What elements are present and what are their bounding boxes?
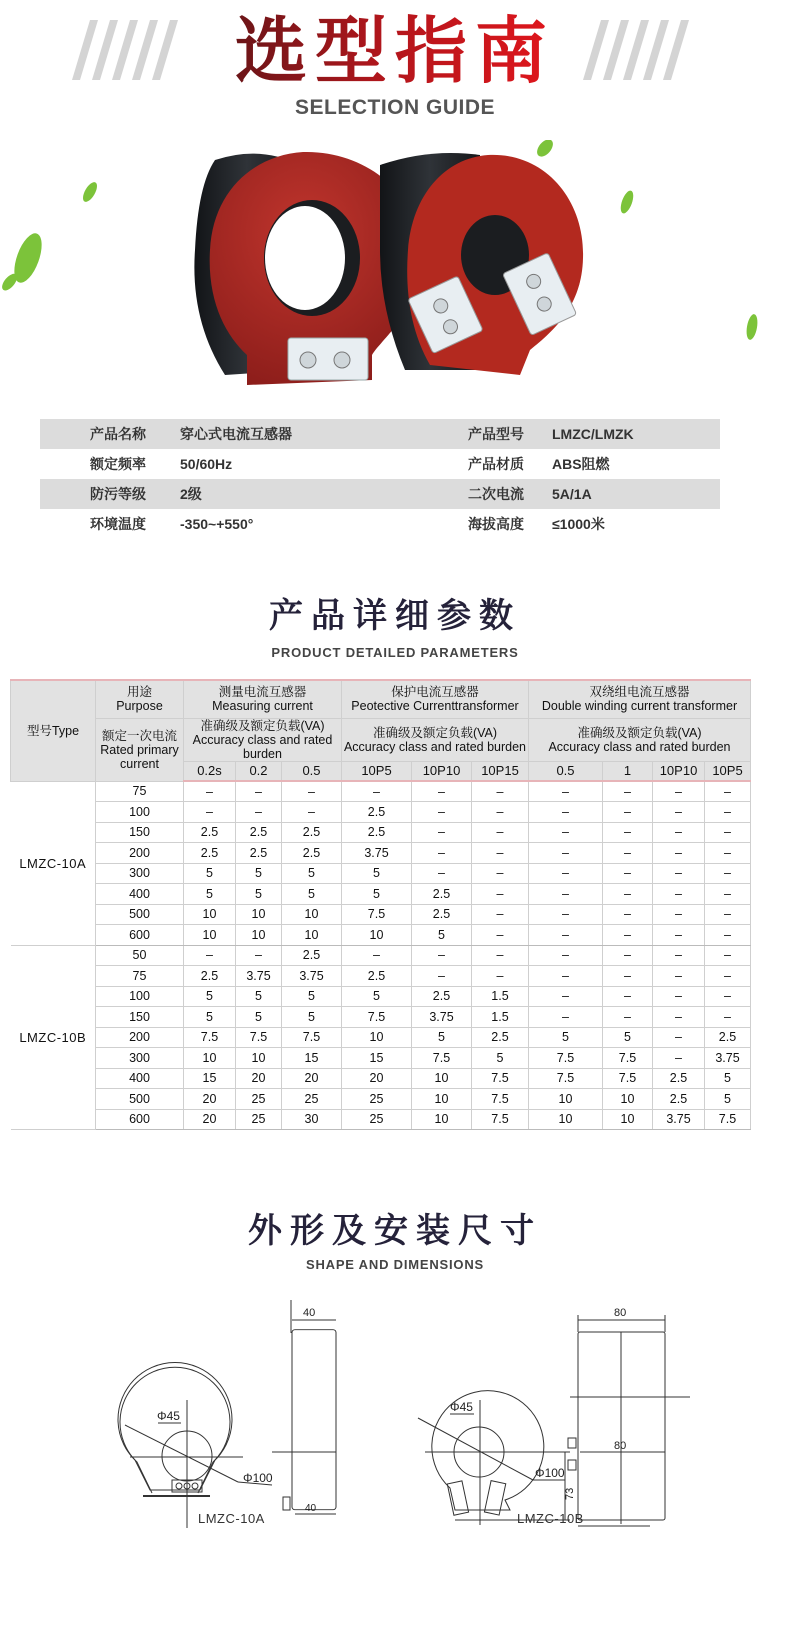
burden-value-cell: – — [412, 863, 472, 884]
table-row — [11, 1007, 751, 1028]
burden-value-cell: 3.75 — [705, 1048, 751, 1069]
burden-value-cell: – — [529, 966, 603, 987]
transformer-right — [380, 153, 583, 375]
burden-value-cell: – — [529, 863, 603, 884]
burden-value-cell: 1.5 — [472, 1007, 529, 1028]
table-row — [11, 1027, 751, 1048]
burden-value-cell: – — [603, 1007, 653, 1028]
burden-value-cell: – — [705, 1007, 751, 1028]
burden-value-cell: 10 — [529, 1109, 603, 1130]
burden-value-cell: 5 — [603, 1027, 653, 1048]
rated-current-cell: 300 — [96, 1048, 184, 1069]
burden-value-cell: 10 — [603, 1109, 653, 1130]
burden-value-cell: – — [603, 843, 653, 864]
burden-value-cell: 20 — [184, 1089, 236, 1110]
spec-label: 产品名称 — [90, 426, 146, 442]
accuracy-header: 准确级及额定负载(VA) Accuracy class and rated burden — [529, 718, 751, 761]
dim-label: 80 — [614, 1307, 627, 1319]
rated-current-cell: 500 — [96, 1089, 184, 1110]
spec-value: -350~+550° — [180, 516, 254, 532]
burden-value-cell: 3.75 — [282, 966, 342, 987]
burden-value-cell: 10 — [236, 904, 282, 925]
burden-value-cell: 10 — [236, 925, 282, 946]
burden-value-cell: – — [529, 904, 603, 925]
table-row — [11, 822, 751, 843]
burden-value-cell: – — [705, 843, 751, 864]
burden-value-cell: 2.5 — [282, 822, 342, 843]
burden-value-cell: 10 — [603, 1089, 653, 1110]
rated-current-cell: 500 — [96, 904, 184, 925]
burden-value-cell: 3.75 — [236, 966, 282, 987]
burden-value-cell: 2.5 — [282, 945, 342, 966]
dim-label: Φ45 — [450, 1400, 473, 1414]
burden-value-cell: – — [653, 1048, 705, 1069]
rated-current-cell: 100 — [96, 802, 184, 823]
burden-value-cell: – — [282, 781, 342, 802]
burden-value-cell: 7.5 — [472, 1109, 529, 1130]
burden-value-cell: 5 — [236, 986, 282, 1007]
dim-label: 73 — [564, 1487, 576, 1500]
burden-value-cell: 3.75 — [412, 1007, 472, 1028]
burden-value-cell: – — [653, 884, 705, 905]
burden-value-cell: 10 — [282, 925, 342, 946]
section-subtitle-dimensions: SHAPE AND DIMENSIONS — [305, 1257, 485, 1272]
burden-value-cell: – — [705, 925, 751, 946]
burden-value-cell: 3.75 — [342, 843, 412, 864]
burden-value-cell: 10 — [184, 904, 236, 925]
burden-value-cell: 7.5 — [472, 1068, 529, 1089]
burden-value-cell: – — [705, 802, 751, 823]
burden-value-cell: – — [412, 843, 472, 864]
accuracy-column-header: 10P10 — [412, 761, 472, 781]
drawing-10a-side — [272, 1300, 336, 1514]
burden-value-cell: 20 — [184, 1109, 236, 1130]
burden-value-cell: – — [529, 925, 603, 946]
burden-value-cell: – — [412, 802, 472, 823]
burden-value-cell: – — [412, 781, 472, 802]
burden-value-cell: – — [529, 986, 603, 1007]
burden-value-cell: 5 — [282, 863, 342, 884]
rated-current-cell: 100 — [96, 986, 184, 1007]
burden-value-cell: 2.5 — [342, 966, 412, 987]
table-row — [11, 843, 751, 864]
burden-value-cell: 7.5 — [603, 1048, 653, 1069]
spec-value: 5A/1A — [552, 486, 592, 502]
dim-label: Φ100 — [243, 1471, 273, 1485]
burden-value-cell: 10 — [282, 904, 342, 925]
accuracy-column-header: 0.2 — [236, 761, 282, 781]
rated-current-cell: 400 — [96, 884, 184, 905]
burden-value-cell: – — [603, 986, 653, 1007]
spec-value: LMZC/LMZK — [552, 426, 634, 442]
rated-current-header: 额定一次电流 Rated primary current — [96, 718, 184, 781]
burden-value-cell: – — [412, 966, 472, 987]
burden-value-cell: – — [236, 945, 282, 966]
burden-value-cell: 7.5 — [184, 1027, 236, 1048]
burden-value-cell: – — [472, 925, 529, 946]
dim-label: 40 — [303, 1307, 316, 1319]
burden-value-cell: 10 — [342, 1027, 412, 1048]
spec-label: 二次电流 — [468, 486, 524, 502]
burden-value-cell: 7.5 — [412, 1048, 472, 1069]
burden-value-cell: – — [529, 884, 603, 905]
burden-value-cell: 25 — [282, 1089, 342, 1110]
burden-value-cell: 25 — [236, 1089, 282, 1110]
accuracy-column-header: 10P10 — [653, 761, 705, 781]
burden-value-cell: 5 — [184, 863, 236, 884]
type-header: 型号Type — [11, 680, 96, 781]
burden-value-cell: – — [236, 781, 282, 802]
spec-table — [40, 419, 720, 539]
accuracy-column-header: 0.5 — [529, 761, 603, 781]
burden-value-cell: 10 — [529, 1089, 603, 1110]
burden-value-cell: – — [603, 781, 653, 802]
burden-value-cell: – — [236, 802, 282, 823]
rated-current-cell: 75 — [96, 781, 184, 802]
burden-value-cell: 2.5 — [184, 966, 236, 987]
burden-value-cell: – — [603, 925, 653, 946]
table-row — [11, 1068, 751, 1089]
table-row — [11, 986, 751, 1007]
burden-value-cell: 10 — [184, 1048, 236, 1069]
drawing-label-10a: LMZC-10A — [198, 1511, 265, 1526]
burden-value-cell: 7.5 — [472, 1089, 529, 1110]
burden-value-cell: – — [705, 863, 751, 884]
burden-value-cell: – — [653, 822, 705, 843]
burden-value-cell: – — [412, 945, 472, 966]
burden-value-cell: – — [472, 904, 529, 925]
burden-value-cell: – — [603, 904, 653, 925]
burden-value-cell: 2.5 — [184, 822, 236, 843]
burden-value-cell: 5 — [184, 884, 236, 905]
purpose-header: 用途 Purpose — [96, 680, 184, 718]
burden-value-cell: 20 — [236, 1068, 282, 1089]
accuracy-column-header: 1 — [603, 761, 653, 781]
burden-value-cell: 5 — [282, 986, 342, 1007]
section-subtitle-params: PRODUCT DETAILED PARAMETERS — [271, 645, 519, 660]
spec-label: 额定频率 — [90, 456, 146, 472]
burden-value-cell: – — [472, 863, 529, 884]
burden-value-cell: – — [184, 781, 236, 802]
burden-value-cell: – — [472, 884, 529, 905]
burden-value-cell: – — [705, 966, 751, 987]
spec-value: 50/60Hz — [180, 456, 233, 472]
drawing-10b-front — [418, 1391, 570, 1525]
burden-value-cell: 2.5 — [342, 802, 412, 823]
table-row — [11, 966, 751, 987]
burden-value-cell: – — [653, 843, 705, 864]
burden-value-cell: 7.5 — [342, 904, 412, 925]
burden-value-cell: – — [342, 945, 412, 966]
dim-label: 40 — [305, 1503, 317, 1514]
burden-value-cell: 15 — [184, 1068, 236, 1089]
burden-value-cell: 3.75 — [653, 1109, 705, 1130]
page-subtitle: SELECTION GUIDE — [294, 96, 496, 119]
burden-value-cell: 7.5 — [236, 1027, 282, 1048]
burden-value-cell: 25 — [342, 1109, 412, 1130]
burden-value-cell: 2.5 — [412, 904, 472, 925]
burden-value-cell: – — [342, 781, 412, 802]
burden-value-cell: – — [653, 802, 705, 823]
rated-current-cell: 75 — [96, 966, 184, 987]
burden-value-cell: 2.5 — [653, 1089, 705, 1110]
protective-header: 保护电流互感器 Peotective Currenttransformer — [342, 680, 529, 718]
burden-value-cell: 10 — [412, 1089, 472, 1110]
drawing-label-10b: LMZC-10B — [517, 1511, 584, 1526]
burden-value-cell: – — [653, 945, 705, 966]
burden-value-cell: – — [653, 863, 705, 884]
rated-current-cell: 400 — [96, 1068, 184, 1089]
burden-value-cell: 5 — [236, 863, 282, 884]
measuring-header: 测量电流互感器 Measuring current — [184, 680, 342, 718]
burden-value-cell: – — [653, 986, 705, 1007]
spec-label: 防污等级 — [90, 486, 146, 502]
parameters-table — [10, 679, 751, 1130]
burden-value-cell: – — [184, 802, 236, 823]
accuracy-header: 准确级及额定负载(VA) Accuracy class and rated burden — [184, 718, 342, 761]
spec-value: ≤1000米 — [552, 516, 605, 532]
table-row — [11, 904, 751, 925]
double-winding-header: 双绕组电流互感器 Double winding current transformer — [529, 680, 751, 718]
burden-value-cell: 7.5 — [603, 1068, 653, 1089]
burden-value-cell: – — [705, 904, 751, 925]
rated-current-cell: 600 — [96, 925, 184, 946]
burden-value-cell: – — [529, 822, 603, 843]
spec-label: 海拔高度 — [468, 516, 524, 532]
burden-value-cell: 2.5 — [412, 986, 472, 1007]
burden-value-cell: – — [603, 863, 653, 884]
burden-value-cell: – — [472, 945, 529, 966]
burden-value-cell: 10 — [412, 1068, 472, 1089]
burden-value-cell: – — [529, 802, 603, 823]
burden-value-cell: – — [603, 966, 653, 987]
burden-value-cell: – — [412, 822, 472, 843]
burden-value-cell: 10 — [236, 1048, 282, 1069]
burden-value-cell: 15 — [282, 1048, 342, 1069]
burden-value-cell: – — [472, 781, 529, 802]
burden-value-cell: 25 — [342, 1089, 412, 1110]
burden-value-cell: 5 — [282, 884, 342, 905]
burden-value-cell: – — [282, 802, 342, 823]
dim-label: Φ100 — [535, 1466, 565, 1480]
burden-value-cell: 5 — [342, 986, 412, 1007]
burden-value-cell: 2.5 — [705, 1027, 751, 1048]
spec-label: 产品材质 — [468, 456, 524, 472]
burden-value-cell: 2.5 — [236, 822, 282, 843]
rated-current-cell: 300 — [96, 863, 184, 884]
burden-value-cell: – — [603, 945, 653, 966]
burden-value-cell: 5 — [705, 1068, 751, 1089]
burden-value-cell: – — [653, 1007, 705, 1028]
burden-value-cell: 10 — [342, 925, 412, 946]
burden-value-cell: 2.5 — [412, 884, 472, 905]
burden-value-cell: – — [653, 1027, 705, 1048]
burden-value-cell: 15 — [342, 1048, 412, 1069]
burden-value-cell: 5 — [705, 1089, 751, 1110]
burden-value-cell: 20 — [282, 1068, 342, 1089]
burden-value-cell: 7.5 — [529, 1048, 603, 1069]
rated-current-cell: 200 — [96, 843, 184, 864]
burden-value-cell: – — [472, 843, 529, 864]
spec-value: 2级 — [180, 486, 202, 502]
burden-value-cell: – — [603, 802, 653, 823]
burden-value-cell: 1.5 — [472, 986, 529, 1007]
table-row — [11, 945, 751, 966]
burden-value-cell: – — [603, 822, 653, 843]
burden-value-cell: – — [653, 781, 705, 802]
burden-value-cell: 5 — [529, 1027, 603, 1048]
burden-value-cell: 2.5 — [236, 843, 282, 864]
burden-value-cell: – — [705, 945, 751, 966]
section-title-dimensions: 外形及安装尺寸 — [248, 1211, 542, 1251]
burden-value-cell: – — [705, 781, 751, 802]
burden-value-cell: – — [472, 802, 529, 823]
spec-value: 穿心式电流互感器 — [180, 426, 292, 442]
burden-value-cell: 5 — [412, 1027, 472, 1048]
burden-value-cell: – — [653, 925, 705, 946]
dim-label: 80 — [614, 1440, 627, 1452]
burden-value-cell: – — [529, 843, 603, 864]
burden-value-cell: 5 — [184, 1007, 236, 1028]
burden-value-cell: – — [472, 822, 529, 843]
rated-current-cell: 50 — [96, 945, 184, 966]
burden-value-cell: 7.5 — [705, 1109, 751, 1130]
burden-value-cell: 2.5 — [184, 843, 236, 864]
spec-value: ABS阻燃 — [552, 456, 610, 472]
table-row — [11, 884, 751, 905]
table-row — [11, 1089, 751, 1110]
burden-value-cell: 5 — [236, 1007, 282, 1028]
table-row — [11, 863, 751, 884]
spec-row — [40, 509, 720, 539]
burden-value-cell: 20 — [342, 1068, 412, 1089]
dimension-drawings — [0, 1300, 790, 1530]
spec-label: 产品型号 — [468, 426, 524, 442]
spec-row — [40, 419, 720, 449]
accuracy-header: 准确级及额定负载(VA) Accuracy class and rated burden — [342, 718, 529, 761]
page-title: 选型指南 — [234, 9, 555, 93]
burden-value-cell: 5 — [412, 925, 472, 946]
burden-value-cell: 10 — [412, 1109, 472, 1130]
burden-value-cell: – — [529, 945, 603, 966]
accuracy-column-header: 10P5 — [705, 761, 751, 781]
burden-value-cell: 5 — [282, 1007, 342, 1028]
model-name: LMZC-10B — [11, 945, 96, 1130]
burden-value-cell: – — [529, 781, 603, 802]
burden-value-cell: – — [705, 822, 751, 843]
table-row — [11, 925, 751, 946]
burden-value-cell: 2.5 — [472, 1027, 529, 1048]
burden-value-cell: 7.5 — [282, 1027, 342, 1048]
burden-value-cell: 25 — [236, 1109, 282, 1130]
burden-value-cell: 7.5 — [342, 1007, 412, 1028]
burden-value-cell: 5 — [236, 884, 282, 905]
drawing-10b-side — [568, 1315, 690, 1526]
dim-label: Φ45 — [157, 1409, 180, 1423]
burden-value-cell: – — [529, 1007, 603, 1028]
burden-value-cell: – — [653, 904, 705, 925]
burden-value-cell: 2.5 — [342, 822, 412, 843]
burden-value-cell: – — [184, 945, 236, 966]
accuracy-column-header: 0.5 — [282, 761, 342, 781]
table-row — [11, 1109, 751, 1130]
burden-value-cell: 5 — [184, 986, 236, 1007]
burden-value-cell: 7.5 — [529, 1068, 603, 1089]
rated-current-cell: 200 — [96, 1027, 184, 1048]
drawing-10a-front — [118, 1363, 272, 1528]
spec-label: 环境温度 — [90, 516, 146, 532]
burden-value-cell: – — [653, 966, 705, 987]
burden-value-cell: 2.5 — [282, 843, 342, 864]
burden-value-cell: 10 — [184, 925, 236, 946]
model-name: LMZC-10A — [11, 781, 96, 945]
accuracy-column-header: 10P15 — [472, 761, 529, 781]
burden-value-cell: 5 — [472, 1048, 529, 1069]
table-row — [11, 802, 751, 823]
spec-row — [40, 449, 720, 479]
spec-row — [40, 479, 720, 509]
table-row — [11, 781, 751, 802]
burden-value-cell: – — [472, 966, 529, 987]
rated-current-cell: 600 — [96, 1109, 184, 1130]
rated-current-cell: 150 — [96, 822, 184, 843]
burden-value-cell: – — [705, 884, 751, 905]
table-row — [11, 1048, 751, 1069]
product-image — [0, 140, 790, 395]
burden-value-cell: – — [705, 986, 751, 1007]
burden-value-cell: – — [603, 884, 653, 905]
burden-value-cell: 5 — [342, 884, 412, 905]
accuracy-column-header: 10P5 — [342, 761, 412, 781]
accuracy-column-header: 0.2s — [184, 761, 236, 781]
burden-value-cell: 2.5 — [653, 1068, 705, 1089]
burden-value-cell: 30 — [282, 1109, 342, 1130]
section-title-params: 产品详细参数 — [269, 596, 521, 636]
rated-current-cell: 150 — [96, 1007, 184, 1028]
burden-value-cell: 5 — [342, 863, 412, 884]
